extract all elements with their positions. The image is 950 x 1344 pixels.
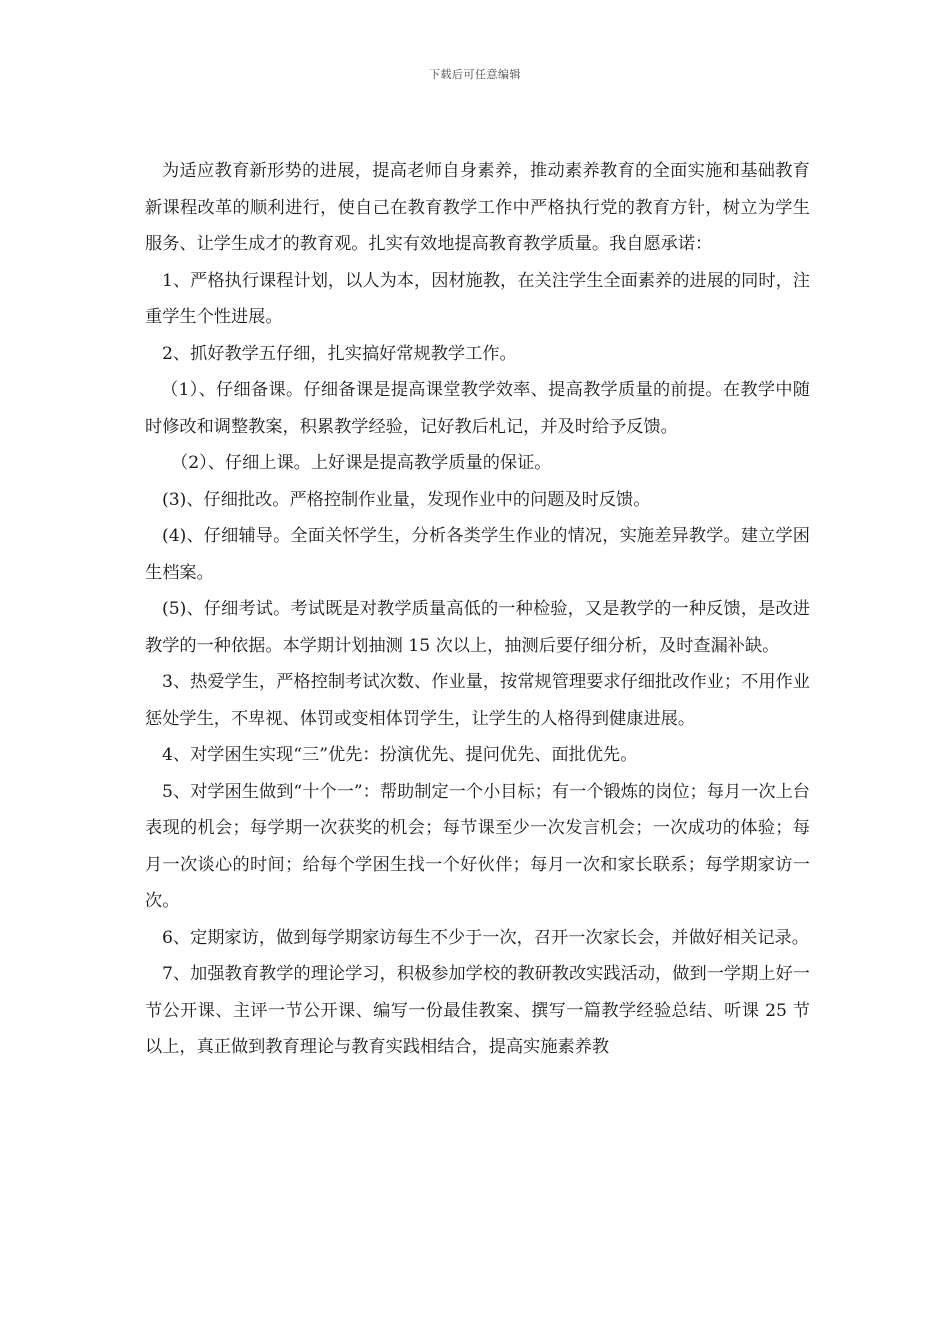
item-3-paragraph: 3、热爱学生，严格控制考试次数、作业量，按常规管理要求仔细批改作业；不用作业惩处学生，不卑视、体罚或变相体罚学生，让学生的人格得到健康进展。	[145, 672, 810, 729]
item-7-paragraph: 7、加强教育教学的理论学习，积极参加学校的教研教改实践活动，做到一学期上好一节公开课、主评一节公开课、编写一份最佳教案、撰写一篇教学经验总结、听课 25 节以上，真正做到教育理论与教育实践相结合，提高实施素养教	[145, 964, 810, 1057]
item-4-paragraph: 4、对学困生实现“三”优先：扮演优先、提问优先、面批优先。	[162, 745, 638, 765]
item-2-sub-2-paragraph: （2）、仔细上课。上好课是提高教学质量的保证。	[171, 453, 552, 473]
item-5-paragraph: 5、对学困生做到“十个一”：帮助制定一个小目标；有一个锻炼的岗位；每月一次上台表现的机会；每学期一次获奖的机会；每节课至少一次发言机会；一次成功的体验；每月一次谈心的时间；给每个学困生找一个好伙伴；每月一次和家长联系；每学期家访一次。	[145, 781, 810, 911]
item-2-sub-4-paragraph: (4)、仔细辅导。全面关怀学生，分析各类学生作业的情况，实施差异教学。建立学困生档案。	[145, 526, 810, 583]
item-1-paragraph: 1、严格执行课程计划，以人为本，因材施教，在关注学生全面素养的进展的同时，注重学生个性进展。	[145, 270, 810, 327]
item-2-sub-3-paragraph: (3)、仔细批改。严格控制作业量，发现作业中的问题及时反馈。	[162, 489, 651, 510]
intro-paragraph: 为适应教育新形势的进展，提高老师自身素养，推动素养教育的全面实施和基础教育新课程改革的顺利进行，使自己在教育教学工作中严格执行党的教育方针，树立为学生服务、让学生成才的教育观。扎实有效地提高教育教学质量。我自愿承诺：	[145, 161, 810, 254]
page-header: 下载后可任意编辑	[429, 68, 521, 81]
item-2-sub-5-paragraph: (5)、仔细考试。考试既是对教学质量高低的一种检验，又是教学的一种反馈，是改进教学的一种依据。本学期计划抽测 15 次以上，抽测后要仔细分析，及时查漏补缺。	[145, 599, 810, 656]
document-body	[145, 153, 810, 1066]
item-2-sub-1-paragraph: （1）、仔细备课。仔细备课是提高课堂教学效率、提高教学质量的前提。在教学中随时修改和调整教案，积累教学经验，记好教后札记，并及时给予反馈。	[145, 380, 810, 437]
item-2-paragraph: 2、抓好教学五仔细，扎实搞好常规教学工作。	[162, 343, 517, 364]
item-6-paragraph: 6、定期家访，做到每学期家访每生不少于一次，召开一次家长会，并做好相关记录。	[162, 927, 809, 948]
